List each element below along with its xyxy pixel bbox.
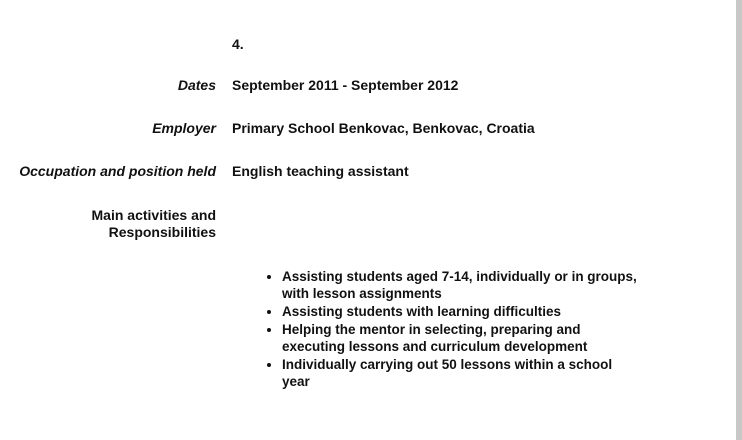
occupation-value: English teaching assistant [232, 163, 409, 179]
scrollbar-track[interactable] [736, 0, 742, 440]
list-item: • Helping the mentor in selecting, preparing and executing lessons and curriculum development [282, 321, 638, 355]
list-item: • Assisting students with learning difficulties [282, 303, 638, 320]
employer-value: Primary School Benkovac, Benkovac, Croatia [232, 120, 535, 136]
activities-list [258, 268, 638, 391]
dates-label: Dates [177, 77, 216, 93]
activities-label-line1: Main activities and [91, 207, 216, 223]
list-item: • Assisting students aged 7-14, individually or in groups, with lesson assignments [282, 268, 638, 302]
list-item: • Individually carrying out 50 lessons within a school year [282, 356, 638, 390]
activities-label-line2: Responsibilities [108, 224, 216, 240]
activities-label [16, 207, 216, 241]
occupation-label: Occupation and position held [19, 163, 216, 179]
section-number: 4. [232, 36, 244, 52]
employer-label: Employer [152, 120, 216, 136]
dates-value: September 2011 - September 2012 [232, 77, 459, 93]
